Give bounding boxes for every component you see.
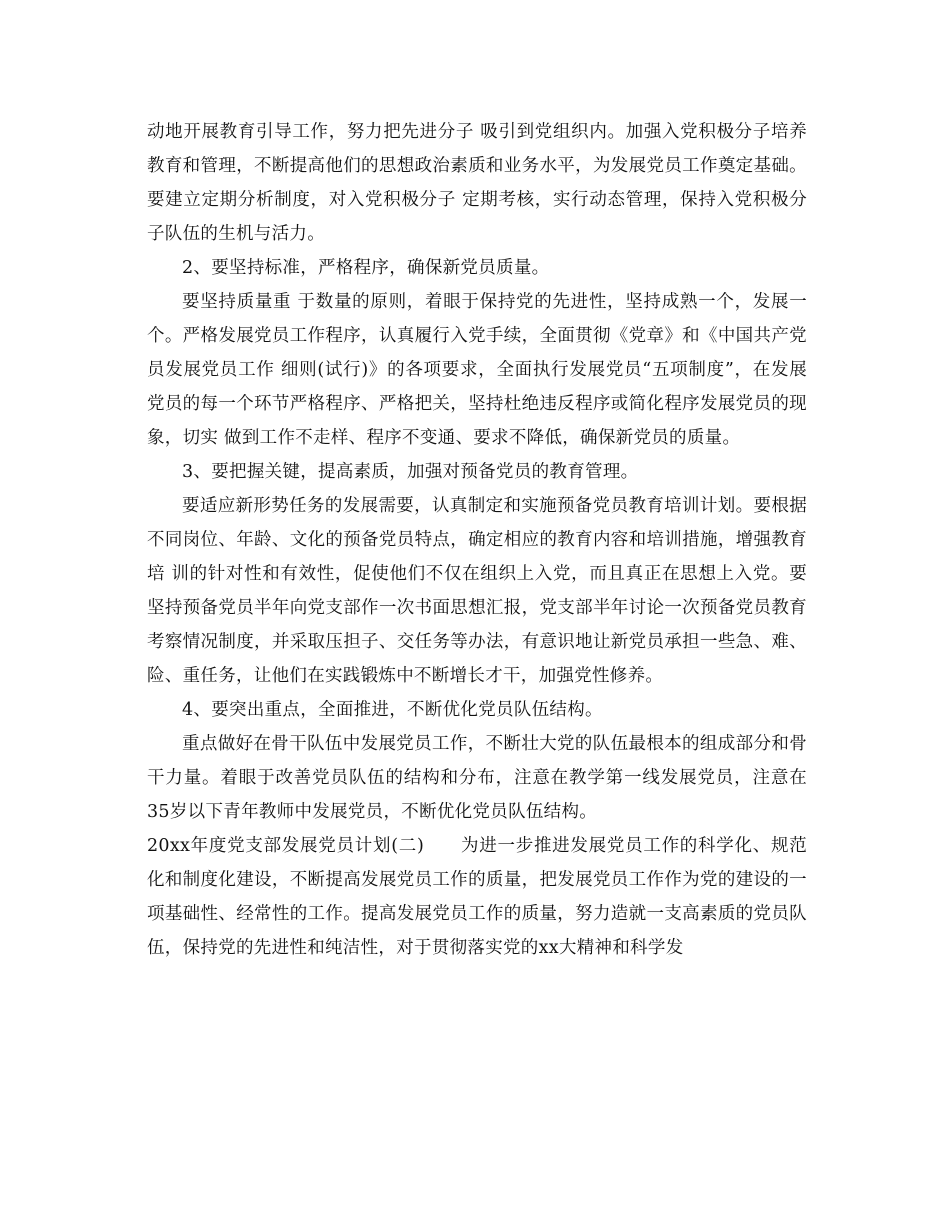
paragraph-structure: 重点做好在骨干队伍中发展党员工作，不断壮大党的队伍最根本的组成部分和骨干力量。着眼于改善党员队伍的结构和分布，注意在教学第一线发展党员，注意在35岁以下青年教师中发展党员，不断优化党员队伍结构。 <box>147 734 807 822</box>
document-body <box>147 115 807 965</box>
paragraph-quality: 要坚持质量重 于数量的原则，着眼于保持党的先进性，坚持成熟一个，发展一个。严格发展党员工作程序，认真履行入党手续，全面贯彻《党章》和《中国共产党员发展党员工作 细则(试行)》的各项要求，全面执行发展党员“五项制度”，在发展党员的每一个环节严格程序、严格把关，坚持杜绝违反程序或简化程序发展党员的现象，切实 做到工作不走样、程序不变通、要求不降低，确保新党员的质量。 <box>147 292 807 448</box>
paragraph-probationary-education: 要适应新形势任务的发展需要，认真制定和实施预备党员教育培训计划。要根据不同岗位、年龄、文化的预备党员特点，确定相应的教育内容和培训措施，增强教育培 训的针对性和有效性，促使他们不仅在组织上入党，而且真正在思想上入党。要坚持预备党员半年向党支部作一次书面思想汇报，党支部半年讨论一次预备党员教育 考察情况制度，并采取压担子、交任务等办法，有意识地让新党员承担一些急、难、险、重任务，让他们在实践锻炼中不断增长才干，加强党性修养。 <box>147 496 807 686</box>
paragraph-plan-two: 20xx年度党支部发展党员计划(二) 为进一步推进发展党员工作的科学化、规范化和制度化建设，不断提高发展党员工作的质量，把发展党员工作作为党的建设的一项基础性、经常性的工作。提高发展党员工作的质量，努力造就一支高素质的党员队伍，保持党的先进性和纯洁性，对于贯彻落实党的xx大精神和科学发 <box>147 836 807 958</box>
section-heading-4: 4、要突出重点，全面推进，不断优化党员队伍结构。 <box>182 700 603 720</box>
section-heading-3: 3、要把握关键，提高素质，加强对预备党员的教育管理。 <box>182 462 639 482</box>
paragraph-continuation: 动地开展教育引导工作，努力把先进分子 吸引到党组织内。加强入党积极分子培养教育和管理，不断提高他们的思想政治素质和业务水平，为发展党员工作奠定基础。要建立定期分析制度，对入党积极分子 定期考核，实行动态管理，保持入党积极分子队伍的生机与活力。 <box>147 122 807 244</box>
section-heading-2: 2、要坚持标准，严格程序，确保新党员质量。 <box>182 258 550 278</box>
